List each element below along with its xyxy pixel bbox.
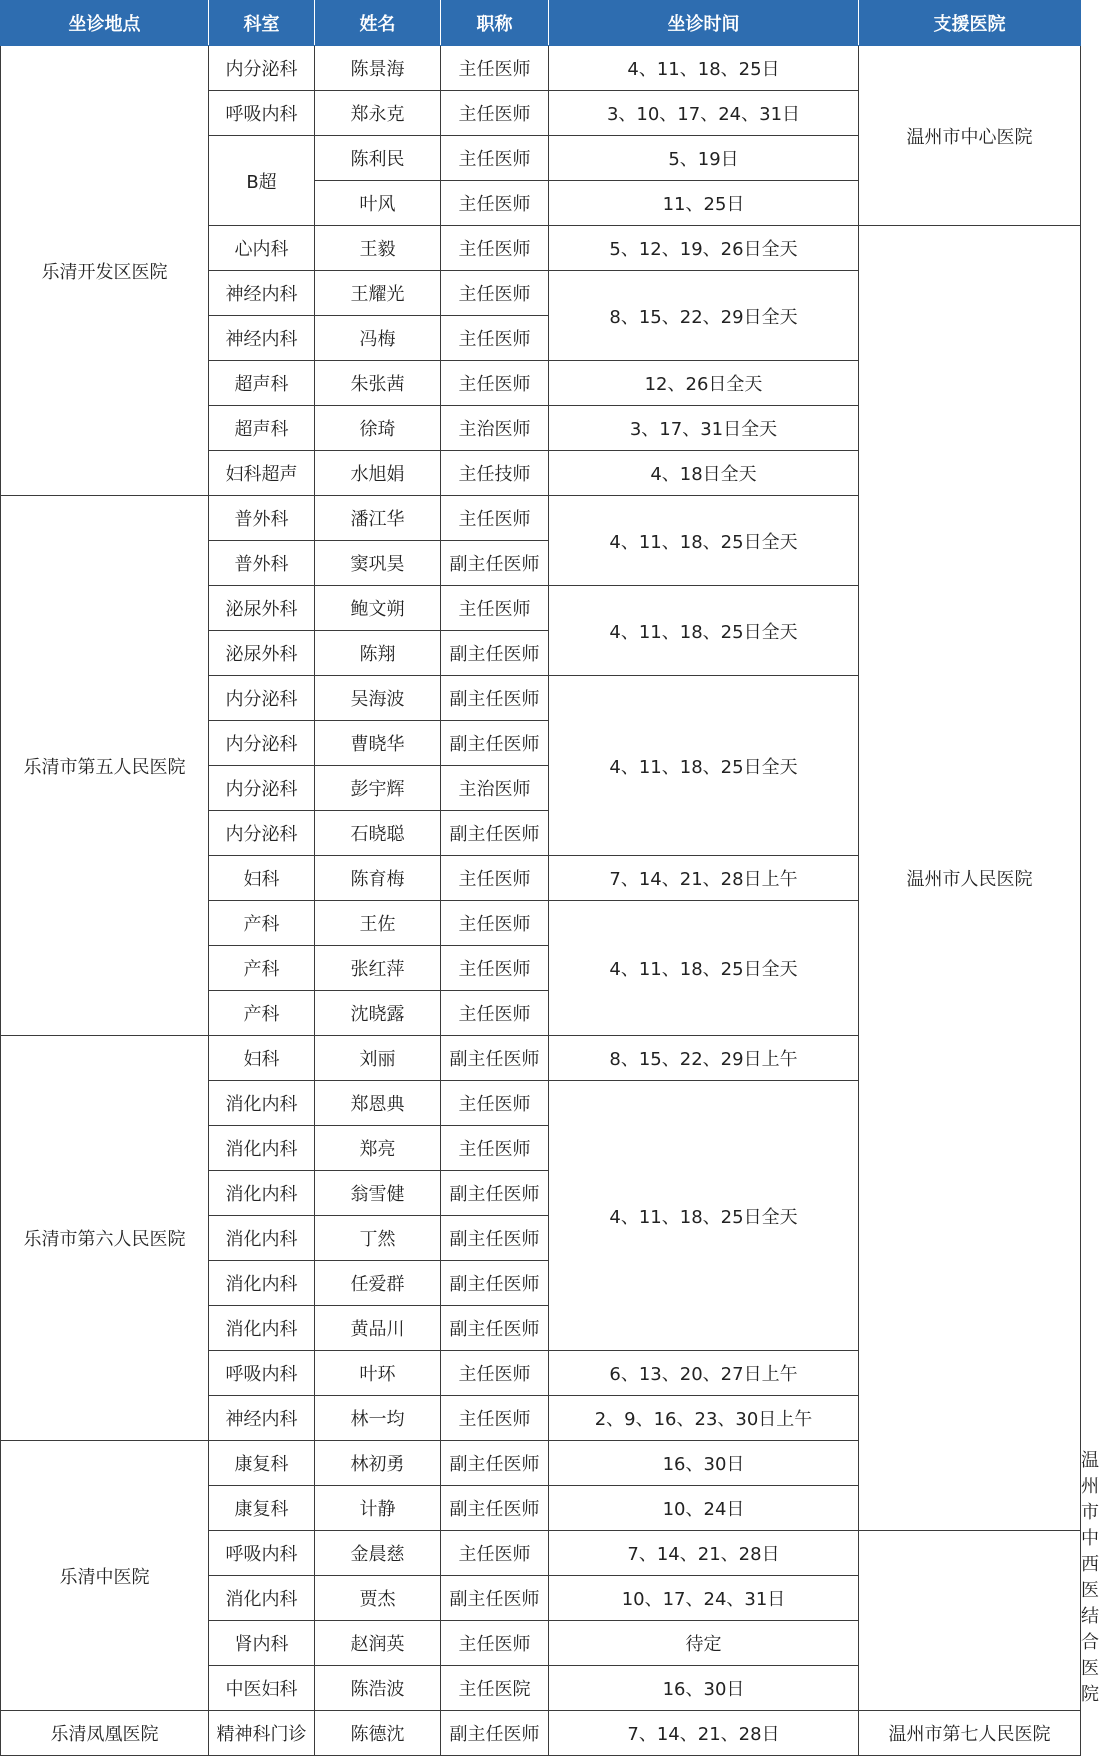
doctor-title-cell: 副主任医师 <box>441 1441 549 1486</box>
doctor-title-cell: 主任医师 <box>441 901 549 946</box>
doctor-name-cell: 沈晓露 <box>315 991 441 1036</box>
department-cell: 泌尿外科 <box>209 586 315 631</box>
table-row: 乐清中医院 康复科 林初勇 副主任医师 16、30日 温州市中西医结合医院 <box>1 1441 1081 1486</box>
doctor-name-cell: 任爱群 <box>315 1261 441 1306</box>
support-hospital-cell: 温州市中心医院 <box>859 46 1081 226</box>
doctor-title-cell: 主任医师 <box>441 271 549 316</box>
doctor-title-cell: 主治医师 <box>441 406 549 451</box>
header-name: 姓名 <box>315 1 441 46</box>
schedule-time-cell: 10、17、24、31日 <box>549 1576 859 1621</box>
schedule-time-cell: 7、14、21、28日 <box>549 1711 859 1756</box>
schedule-time-cell: 4、11、18、25日全天 <box>549 496 859 586</box>
doctor-name-cell: 鲍文朔 <box>315 586 441 631</box>
doctor-name-cell: 计静 <box>315 1486 441 1531</box>
schedule-time-cell: 4、11、18、25日全天 <box>549 1081 859 1351</box>
location-cell: 乐清中医院 <box>1 1441 209 1711</box>
doctor-name-cell: 陈浩波 <box>315 1666 441 1711</box>
schedule-time-cell: 3、17、31日全天 <box>549 406 859 451</box>
doctor-title-cell: 主任医师 <box>441 91 549 136</box>
schedule-time-cell: 2、9、16、23、30日上午 <box>549 1396 859 1441</box>
doctor-title-cell: 主任医院 <box>441 1666 549 1711</box>
schedule-time-cell: 4、11、18、25日全天 <box>549 586 859 676</box>
doctor-title-cell: 副主任医师 <box>441 1306 549 1351</box>
support-hospital-cell: 温州市第七人民医院 <box>859 1711 1081 1756</box>
schedule-time-cell: 7、14、21、28日上午 <box>549 856 859 901</box>
doctor-title-cell: 主任技师 <box>441 451 549 496</box>
schedule-time-cell: 8、15、22、29日上午 <box>549 1036 859 1081</box>
doctor-title-cell: 副主任医师 <box>441 1216 549 1261</box>
doctor-title-cell: 主任医师 <box>441 1351 549 1396</box>
department-cell: 产科 <box>209 991 315 1036</box>
department-cell: 康复科 <box>209 1441 315 1486</box>
location-cell: 乐清开发区医院 <box>1 46 209 496</box>
schedule-time-cell: 4、11、18、25日 <box>549 46 859 91</box>
doctor-name-cell: 陈德沈 <box>315 1711 441 1756</box>
department-cell: 消化内科 <box>209 1576 315 1621</box>
department-cell: 消化内科 <box>209 1171 315 1216</box>
schedule-time-cell: 5、19日 <box>549 136 859 181</box>
doctor-title-cell: 主任医师 <box>441 586 549 631</box>
doctor-title-cell: 副主任医师 <box>441 1261 549 1306</box>
doctor-name-cell: 陈利民 <box>315 136 441 181</box>
doctor-title-cell: 主任医师 <box>441 1396 549 1441</box>
location-cell: 乐清市第六人民医院 <box>1 1036 209 1441</box>
header-time: 坐诊时间 <box>549 1 859 46</box>
doctor-name-cell: 窦巩昊 <box>315 541 441 586</box>
doctor-title-cell: 副主任医师 <box>441 1711 549 1756</box>
schedule-time-cell: 7、14、21、28日 <box>549 1531 859 1576</box>
doctor-name-cell: 林一均 <box>315 1396 441 1441</box>
location-cell: 乐清市第五人民医院 <box>1 496 209 1036</box>
department-cell: 普外科 <box>209 496 315 541</box>
schedule-time-cell: 12、26日全天 <box>549 361 859 406</box>
doctor-name-cell: 王佐 <box>315 901 441 946</box>
doctor-title-cell: 主任医师 <box>441 496 549 541</box>
doctor-title-cell: 副主任医师 <box>441 631 549 676</box>
department-cell: 呼吸内科 <box>209 1351 315 1396</box>
department-cell: 呼吸内科 <box>209 91 315 136</box>
doctor-title-cell: 主任医师 <box>441 856 549 901</box>
department-cell: 妇科 <box>209 856 315 901</box>
doctor-title-cell: 主任医师 <box>441 46 549 91</box>
schedule-time-cell: 8、15、22、29日全天 <box>549 271 859 361</box>
doctor-name-cell: 水旭娟 <box>315 451 441 496</box>
support-hospital-cell: 温州市人民医院 <box>859 226 1081 1531</box>
doctor-name-cell: 叶环 <box>315 1351 441 1396</box>
table-row <box>1 1711 1081 1756</box>
doctor-title-cell: 主治医师 <box>441 766 549 811</box>
doctor-title-cell: 主任医师 <box>441 361 549 406</box>
department-cell: 神经内科 <box>209 316 315 361</box>
doctor-title-cell: 主任医师 <box>441 181 549 226</box>
department-cell: 消化内科 <box>209 1126 315 1171</box>
doctor-name-cell: 刘丽 <box>315 1036 441 1081</box>
department-cell: 产科 <box>209 901 315 946</box>
doctor-name-cell: 陈景海 <box>315 46 441 91</box>
department-cell: 妇科超声 <box>209 451 315 496</box>
header-department: 科室 <box>209 1 315 46</box>
department-cell: 超声科 <box>209 406 315 451</box>
header-row <box>1 1 1081 46</box>
doctor-name-cell: 赵润英 <box>315 1621 441 1666</box>
department-cell: 消化内科 <box>209 1306 315 1351</box>
doctor-name-cell: 郑亮 <box>315 1126 441 1171</box>
doctor-title-cell: 主任医师 <box>441 1081 549 1126</box>
department-cell: 内分泌科 <box>209 811 315 856</box>
department-cell: 内分泌科 <box>209 721 315 766</box>
doctor-title-cell: 副主任医师 <box>441 811 549 856</box>
doctor-name-cell: 王毅 <box>315 226 441 271</box>
schedule-time-cell: 16、30日 <box>549 1441 859 1486</box>
department-cell: 普外科 <box>209 541 315 586</box>
doctor-name-cell: 王耀光 <box>315 271 441 316</box>
doctor-title-cell: 副主任医师 <box>441 1171 549 1216</box>
department-cell: 神经内科 <box>209 1396 315 1441</box>
header-title: 职称 <box>441 1 549 46</box>
doctor-name-cell: 郑永克 <box>315 91 441 136</box>
department-cell: 精神科门诊 <box>209 1711 315 1756</box>
department-cell: 妇科 <box>209 1036 315 1081</box>
schedule-time-cell: 4、11、18、25日全天 <box>549 676 859 856</box>
department-cell: 内分泌科 <box>209 46 315 91</box>
doctor-name-cell: 翁雪健 <box>315 1171 441 1216</box>
doctor-name-cell: 冯梅 <box>315 316 441 361</box>
schedule-time-cell: 11、25日 <box>549 181 859 226</box>
department-cell: 神经内科 <box>209 271 315 316</box>
schedule-time-cell: 5、12、19、26日全天 <box>549 226 859 271</box>
doctor-name-cell: 金晨慈 <box>315 1531 441 1576</box>
department-cell: 消化内科 <box>209 1081 315 1126</box>
doctor-name-cell: 丁然 <box>315 1216 441 1261</box>
department-cell: 消化内科 <box>209 1261 315 1306</box>
schedule-time-cell: 3、10、17、24、31日 <box>549 91 859 136</box>
doctor-name-cell: 郑恩典 <box>315 1081 441 1126</box>
department-cell: B超 <box>209 136 315 226</box>
doctor-title-cell: 主任医师 <box>441 1126 549 1171</box>
doctor-name-cell: 徐琦 <box>315 406 441 451</box>
schedule-time-cell: 待定 <box>549 1621 859 1666</box>
doctor-title-cell: 主任医师 <box>441 226 549 271</box>
doctor-name-cell: 曹晓华 <box>315 721 441 766</box>
doctor-title-cell: 副主任医师 <box>441 541 549 586</box>
header-location: 坐诊地点 <box>1 1 209 46</box>
department-cell: 中医妇科 <box>209 1666 315 1711</box>
department-cell: 呼吸内科 <box>209 1531 315 1576</box>
doctor-title-cell: 主任医师 <box>441 136 549 181</box>
department-cell: 内分泌科 <box>209 676 315 721</box>
doctor-name-cell: 叶风 <box>315 181 441 226</box>
header-support: 支援医院 <box>859 1 1081 46</box>
schedule-time-cell: 10、24日 <box>549 1486 859 1531</box>
department-cell: 泌尿外科 <box>209 631 315 676</box>
doctor-name-cell: 潘江华 <box>315 496 441 541</box>
schedule-time-cell: 16、30日 <box>549 1666 859 1711</box>
doctor-name-cell: 石晓聪 <box>315 811 441 856</box>
doctor-name-cell: 林初勇 <box>315 1441 441 1486</box>
department-cell: 心内科 <box>209 226 315 271</box>
doctor-title-cell: 副主任医师 <box>441 1576 549 1621</box>
doctor-title-cell: 副主任医师 <box>441 1036 549 1081</box>
doctor-name-cell: 陈翔 <box>315 631 441 676</box>
doctor-name-cell: 陈育梅 <box>315 856 441 901</box>
doctor-name-cell: 黄品川 <box>315 1306 441 1351</box>
department-cell: 内分泌科 <box>209 766 315 811</box>
department-cell: 消化内科 <box>209 1216 315 1261</box>
doctor-name-cell: 彭宇辉 <box>315 766 441 811</box>
schedule-time-cell: 4、18日全天 <box>549 451 859 496</box>
doctor-title-cell: 主任医师 <box>441 991 549 1036</box>
schedule-body <box>1 46 1099 1756</box>
doctor-title-cell: 主任医师 <box>441 316 549 361</box>
doctor-name-cell: 吴海波 <box>315 676 441 721</box>
table-row <box>1 46 1081 91</box>
department-cell: 超声科 <box>209 361 315 406</box>
schedule-time-cell: 6、13、20、27日上午 <box>549 1351 859 1396</box>
department-cell: 产科 <box>209 946 315 991</box>
doctor-name-cell: 张红萍 <box>315 946 441 991</box>
doctor-title-cell: 副主任医师 <box>441 676 549 721</box>
department-cell: 康复科 <box>209 1486 315 1531</box>
doctor-title-cell: 副主任医师 <box>441 721 549 766</box>
doctor-name-cell: 朱张茜 <box>315 361 441 406</box>
schedule-time-cell: 4、11、18、25日全天 <box>549 901 859 1036</box>
doctor-title-cell: 主任医师 <box>441 946 549 991</box>
doctor-title-cell: 主任医师 <box>441 1531 549 1576</box>
doctor-title-cell: 主任医师 <box>441 1621 549 1666</box>
department-cell: 肾内科 <box>209 1621 315 1666</box>
location-cell: 乐清凤凰医院 <box>1 1711 209 1756</box>
doctor-title-cell: 副主任医师 <box>441 1486 549 1531</box>
doctor-name-cell: 贾杰 <box>315 1576 441 1621</box>
